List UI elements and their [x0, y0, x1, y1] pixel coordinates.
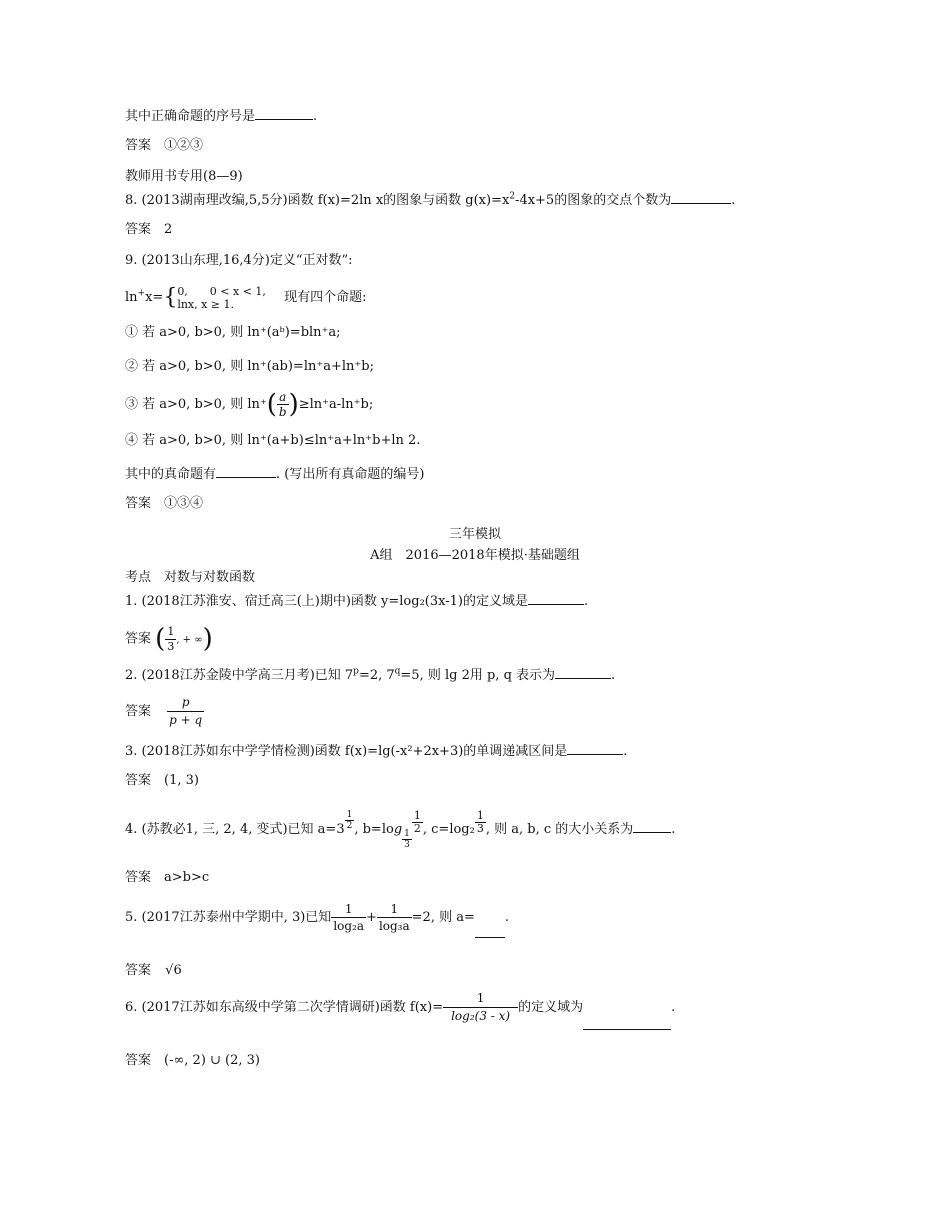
definition-piecewise: ln+x={ 0, 0 < x < 1, lnx, x ≥ 1. 现有四个命题:	[125, 285, 367, 311]
log-base-one-third: $\frac{1}{3}$	[404, 829, 410, 850]
answer-blank	[671, 191, 731, 204]
mock-answer-4: 答案 a>b>c	[125, 870, 210, 885]
fraction-one-third: $\frac{1}{3}$	[167, 624, 175, 653]
question-8: 8. (2013湖南理改编,5,5分)函数 f(x)=2ln x的图象与函数 $g(x)=x^2-4x+5$的图象的交点个数为 .	[125, 191, 736, 208]
proposition-4: ④ 若 a>0, b>0, 则 ln⁺(a+b)≤ln⁺a+ln⁺b+ln 2.	[125, 433, 421, 448]
proposition-2: ② 若 a>0, b>0, 则 ln⁺(ab)=ln⁺a+ln⁺b;	[125, 359, 374, 374]
teacher-note: 教师用书专用(8—9)	[125, 169, 243, 184]
mock-question-1: 1. (2018江苏淮安、宿迁高三(上)期中)函数 y=log₂(3x-1)的定义域是 .	[125, 594, 589, 609]
answer-blank	[528, 592, 584, 605]
fraction-1-over-log3a: $\frac{1}{\text{log₃a}}$	[378, 902, 410, 933]
answer-9: 答案 ①③④	[125, 496, 204, 511]
topic-heading: 考点 对数与对数函数	[125, 570, 256, 585]
question-9: 9. (2013山东理,16,4分)定义“正对数”:	[125, 253, 353, 268]
fraction-a-over-b: $\frac{a}{b}$	[278, 390, 287, 419]
answer-blank	[555, 666, 611, 679]
answer-blank	[255, 107, 313, 120]
answer-blank	[633, 820, 671, 833]
mock-question-3: 3. (2018江苏如东中学学情检测)函数 f(x)=lg(-x²+2x+3)的单调递减区间是 .	[125, 744, 628, 759]
question-9-ask: 其中的真命题有 . (写出所有真命题的编号)	[125, 467, 425, 482]
mock-question-5: 5. (2017江苏泰州中学期中, 3)已知 $\frac{1}{\text{log₂a}}$ + $\frac{1}{\text{log₃a}}$ =2, 则 a= .	[125, 898, 509, 938]
section-title: 三年模拟	[448, 527, 501, 542]
fraction-1-over-log2-3-minus-x: $\frac{1}{\text{log₂(3 - x)}}$	[443, 990, 518, 1025]
mock-answer-6: 答案 (-∞, 2) ∪ (2, 3)	[125, 1053, 261, 1068]
proposition-3: ③ 若 a>0, b>0, 则 ln⁺( $\frac{a}{b}$ )≥ln⁺a-ln⁺b;	[125, 389, 374, 420]
mock-answer-5: 答案 √6	[125, 963, 182, 978]
left-brace: {	[163, 285, 178, 310]
answer-blank	[583, 1017, 671, 1030]
exponent-one-half: $\frac{1}{2}$	[346, 810, 353, 831]
piecewise-cases: 0, 0 < x < 1, lnx, x ≥ 1.	[177, 285, 266, 311]
log-argument-one-half: $\frac{1}{2}$	[413, 809, 421, 835]
group-title: A组 2016—2018年模拟·基础题组	[370, 548, 580, 563]
answer-8: 答案 2	[125, 222, 173, 237]
mock-answer-1: 答案 ( $\frac{1}{3}$ , + ∞)	[125, 624, 213, 654]
mock-answer-2: 答案 $\frac{p}{p + q}$	[125, 695, 203, 727]
fraction-p-over-p-plus-q: $\frac{p}{p + q}$	[169, 695, 203, 727]
fraction-1-over-log2a: $\frac{1}{\text{log₂a}}$	[333, 902, 365, 933]
answer-7: 答案 ①②③	[125, 138, 204, 153]
mock-question-4: 4. (苏教必1, 三, 2, 4, 变式)已知 a=3 $\frac{1}{2}$ , b=log $\frac{1}{3}$ $\frac{1}{2}$ , c=log₂ $\frac{1}{3}$ , 则 a, b, c 的大小关系为 .	[125, 809, 676, 850]
mock-question-6: 6. (2017江苏如东高级中学第二次学情调研)函数 f(x)= $\frac{1}{\text{log₂(3 - x)}}$ 的定义域为 .	[125, 986, 675, 1030]
fraction-one-third: $\frac{1}{3}$	[476, 809, 484, 835]
answer-blank	[216, 465, 276, 478]
mock-answer-3: 答案 (1, 3)	[125, 773, 199, 788]
question-7-tail: 其中正确命题的序号是 .	[125, 109, 318, 124]
mock-question-2: 2. (2018江苏金陵中学高三月考)已知 $7^p=2$, $7^q=5$, 则 lg 2用 p, q 表示为 .	[125, 666, 616, 683]
answer-blank	[567, 742, 623, 755]
proposition-1: ① 若 a>0, b>0, 则 ln⁺(aᵇ)=bln⁺a;	[125, 325, 341, 340]
def-left: ln+x=	[125, 288, 164, 305]
answer-blank	[475, 925, 505, 938]
